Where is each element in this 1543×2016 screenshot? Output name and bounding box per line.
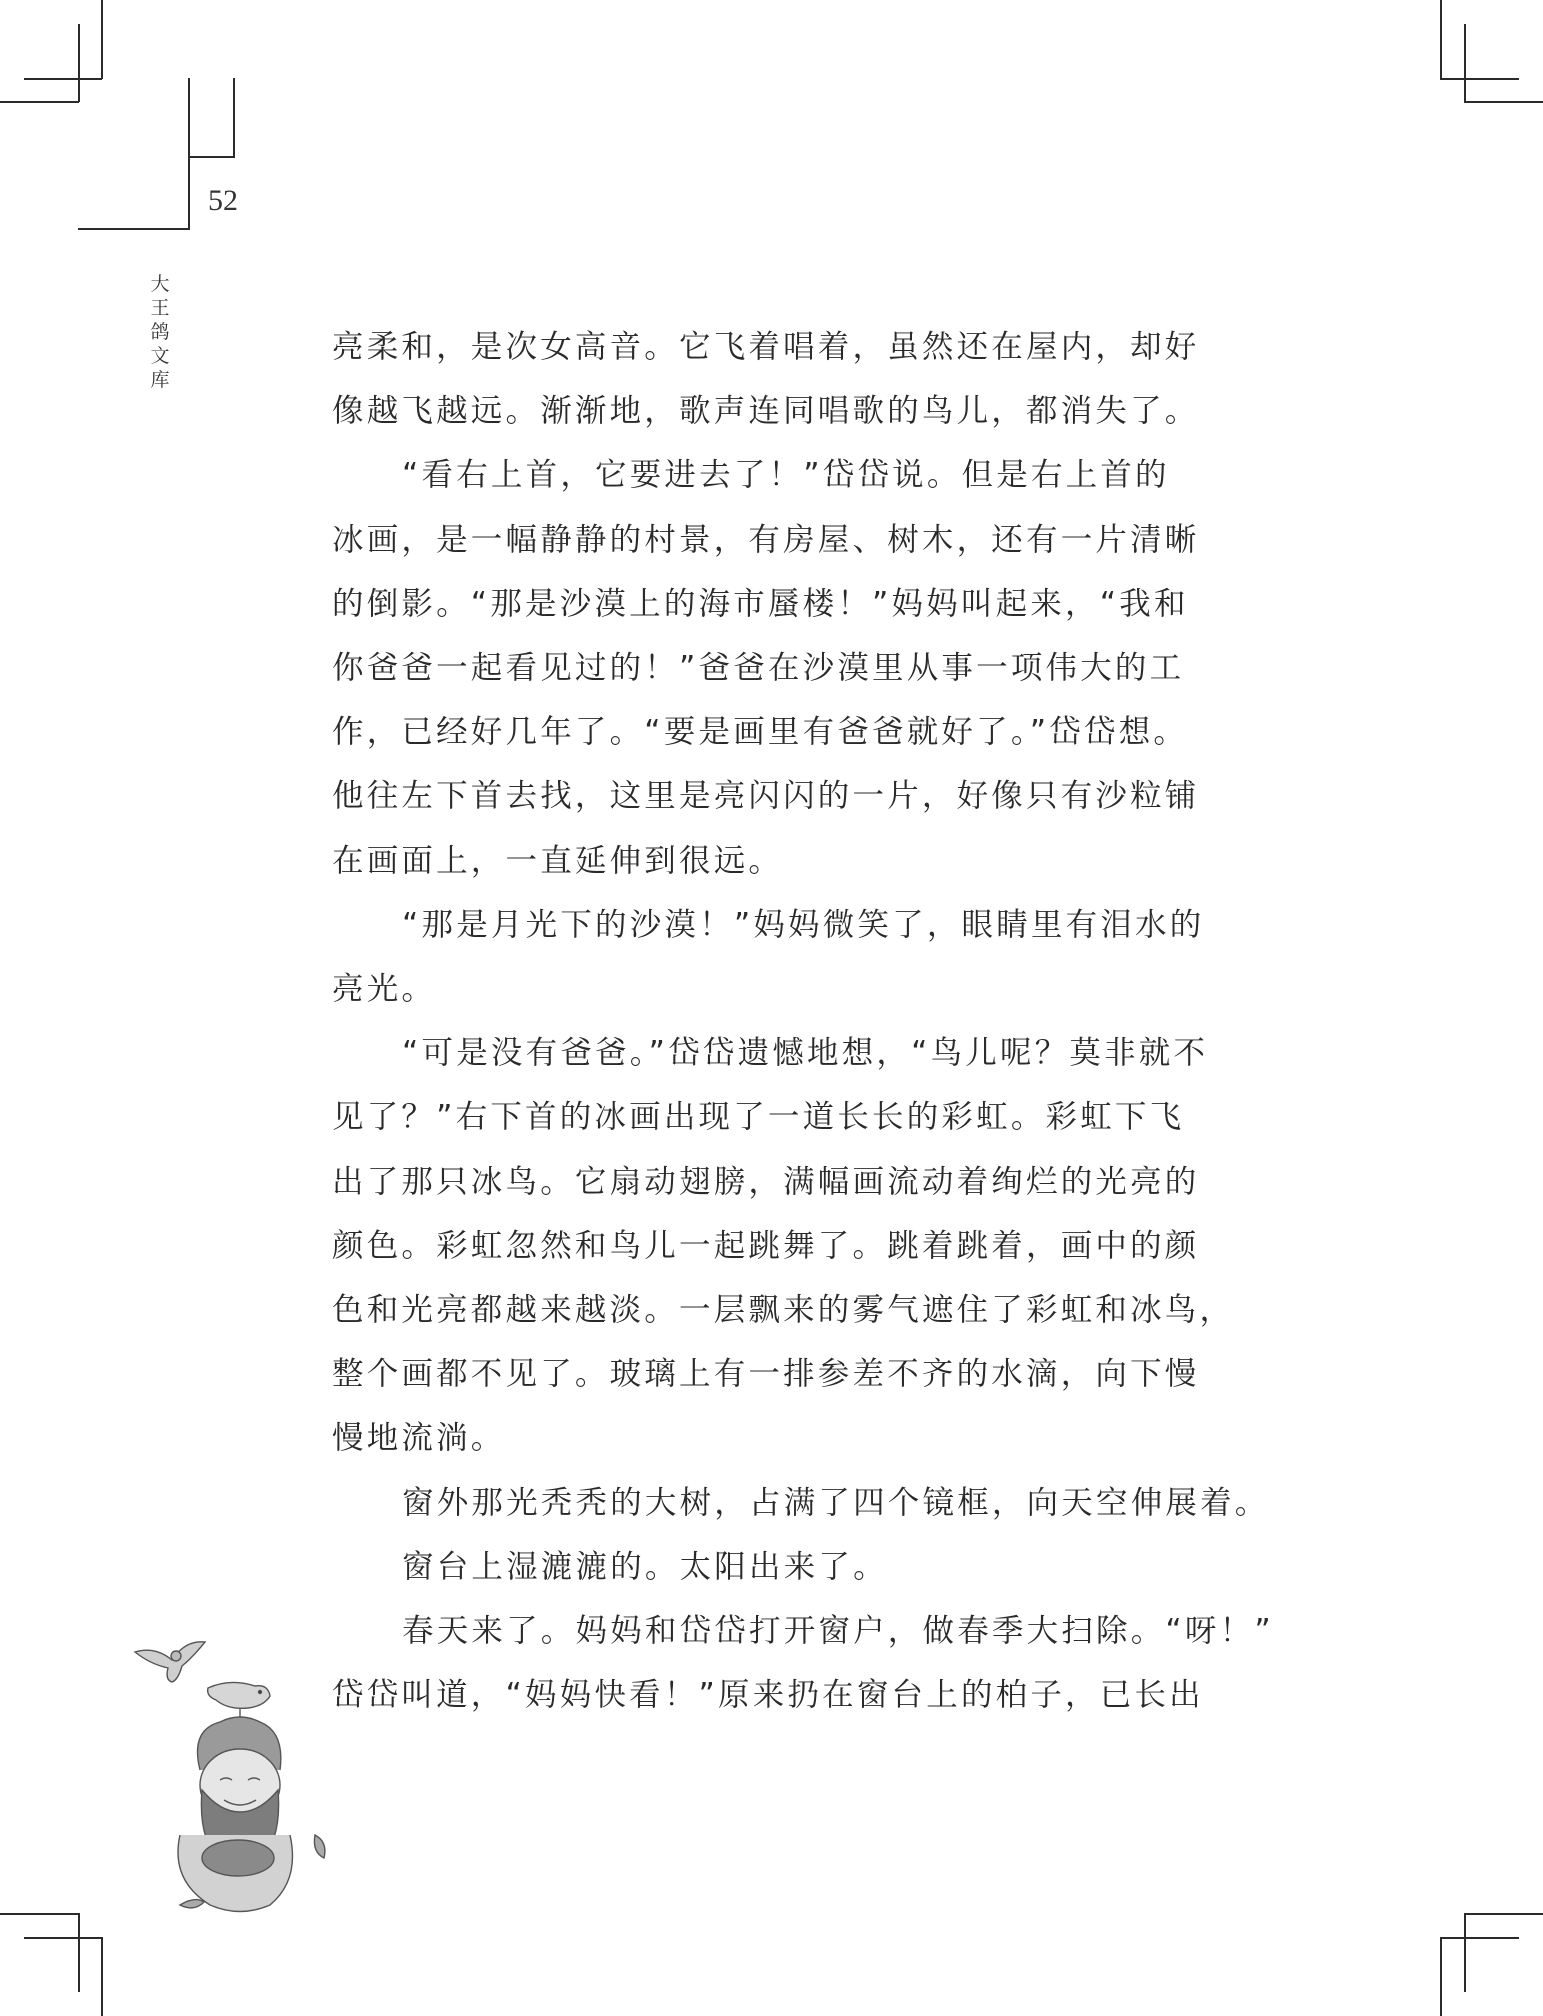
body-text-line: 作，已经好几年了。“要是画里有爸爸就好了。”岱岱想。 — [332, 714, 1189, 751]
body-text-line: 窗台上湿漉漉的。太阳出来了。 — [402, 1548, 888, 1585]
crop-mark-br-h2 — [1440, 1937, 1519, 1939]
crop-mark-br-v2 — [1440, 1937, 1442, 2016]
crop-mark-bl-v1 — [78, 1913, 80, 1992]
body-text-line: 颜色。彩虹忽然和鸟儿一起跳舞了。跳着跳着，画中的颜 — [332, 1227, 1200, 1264]
crop-mark-tr-h1 — [1440, 78, 1519, 80]
flying-bird-icon — [135, 1642, 205, 1682]
series-title-char: 文 — [150, 345, 170, 367]
body-text-line: 窗外那光秃秃的大树，占满了四个镜框，向天空伸展着。 — [402, 1484, 1270, 1521]
crop-mark-tl-v1 — [101, 0, 103, 79]
page-number: 52 — [208, 184, 238, 217]
body-text-line: “那是月光下的沙漠！”妈妈微笑了，眼睛里有泪水的 — [402, 906, 1205, 943]
crop-mark-tr-v1 — [1440, 0, 1442, 79]
crop-mark-br-v1 — [1464, 1913, 1466, 1992]
body-text-line: 在画面上，一直延伸到很远。 — [332, 842, 784, 879]
body-text-line: 亮光。 — [332, 971, 437, 1007]
series-title-char: 鸽 — [150, 321, 170, 343]
series-title-char: 大 — [150, 273, 170, 295]
body-text-line: 你爸爸一起看见过的！”爸爸在沙漠里从事一项伟大的工 — [332, 650, 1185, 686]
body-text-line: 像越飞越远。渐渐地，歌声连同唱歌的鸟儿，都消失了。 — [332, 393, 1200, 430]
page-frame-vertical — [188, 78, 190, 230]
page-frame-short-vertical — [233, 78, 235, 158]
crop-mark-tl-v2 — [78, 24, 80, 102]
crop-mark-br-h1 — [1464, 1913, 1543, 1915]
crop-mark-tr-v2 — [1464, 24, 1466, 102]
body-text-line: 亮柔和，是次女高音。它飞着唱着，虽然还在屋内，却好 — [332, 329, 1200, 365]
page-frame-bottom — [78, 228, 190, 230]
series-title-char: 库 — [150, 369, 170, 391]
series-title-char: 王 — [150, 297, 170, 319]
crop-mark-bl-h2 — [24, 1937, 103, 1939]
body-text-line: “看右上首，它要进去了！”岱岱说。但是右上首的 — [402, 457, 1170, 494]
body-text-line: “可是没有爸爸。”岱岱遗憾地想，“鸟儿呢？莫非就不 — [402, 1035, 1209, 1072]
body-text-line: 冰画，是一幅静静的村景，有房屋、树木，还有一片清晰 — [332, 521, 1200, 558]
sketch-illustration-icon — [120, 1620, 350, 1920]
body-text-line: 色和光亮都越来越淡。一层飘来的雾气遮住了彩虹和冰鸟， — [332, 1292, 1235, 1328]
body-text-line: 整个画都不见了。玻璃上有一排参差不齐的水滴，向下慢 — [332, 1356, 1200, 1393]
body-text-line: 见了？”右下首的冰画出现了一道长长的彩虹。彩虹下飞 — [332, 1099, 1185, 1136]
body-text-line: 出了那只冰鸟。它扇动翅膀，满幅画流动着绚烂的光亮的 — [332, 1163, 1200, 1200]
body-text-line: 岱岱叫道，“妈妈快看！”原来扔在窗台上的柏子，已长出 — [332, 1677, 1204, 1714]
body-text-line: 春天来了。妈妈和岱岱打开窗户，做春季大扫除。“呀！” — [402, 1613, 1274, 1649]
crop-mark-bl-v2 — [101, 1937, 103, 2016]
body-text-line: 他往左下首去找，这里是亮闪闪的一片，好像只有沙粒铺 — [332, 778, 1200, 815]
crop-mark-tl-h2 — [0, 101, 79, 103]
page-frame-short-horizontal — [188, 156, 235, 158]
body-text-line: 的倒影。“那是沙漠上的海市蜃楼！”妈妈叫起来，“我和 — [332, 585, 1189, 622]
crop-mark-tl-h1 — [24, 78, 102, 80]
crop-mark-tr-h2 — [1464, 101, 1543, 103]
body-text-line: 慢地流淌。 — [332, 1420, 506, 1457]
series-title-vertical — [148, 272, 172, 392]
crop-mark-bl-h1 — [0, 1913, 79, 1915]
